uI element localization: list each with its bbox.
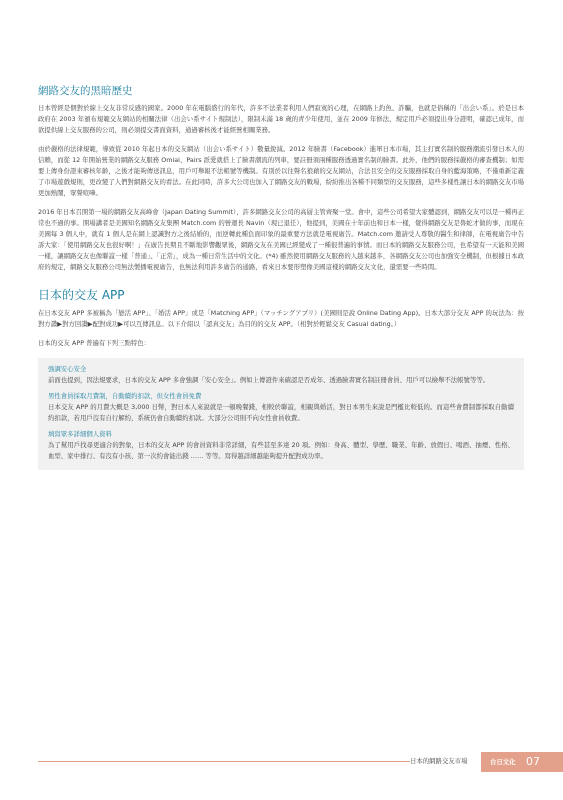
- footer-brand: 台日文化: [490, 758, 516, 766]
- footer-divider: [38, 761, 410, 762]
- feature-body: 日本交友 APP 的月費大概是 3,000 日幣，對日本人來說就是一頓晚餐錢，相較於聯誼，相親與婚活，對日本男生來說是門檻比較低的。而這些會費制都採取自動續約扣款，若用戶沒有自行解約，系統仍會自動續約扣款。大部分公司則不向女性會員收費。: [48, 403, 514, 422]
- section-title-japan-dating-apps: 日本的交友 APP: [38, 288, 125, 302]
- feature-title: 強調安心安全: [48, 365, 87, 373]
- paragraph: 2016 年日本召開第一場的網路交友高峰會（Japan Dating Summit），許多網路交友公司的高層主管齊聚一堂。會中，這些公司希望大家體認到，網路交友可以是一種再正常也不過的事。開場講者是美國知名網路交友集團 Match.com 的營運長 Navin（現已退任），他提到，美國在十年前也和日本一樣，覺得網路交友是魯蛇才做的事，而現在美國每 3 個人中，就有 1 個人是在網上認識對方之後結婚的，而逆轉此種負面印象的最重要方法就是電視廣告。Match.com 邀請受人尊敬的醫生和律師，在電視廣告中告訴大家：「使用網路交友也很好啊！」在廣告長期且不斷地影響觀眾後，網路交友在美國已經變成了一種很普遍的事情。而日本的網路交友服務公司，也希望有一天能和美國一樣，讓網路交友也像聯誼一樣「普通」、「正常」，成為一種日常生活中的文化。(*4) 雖然使用網路交友服務的人越來越多，各網路交友公司也加強安全機制，但根據日本政府的規定，網路交友服務公司無法製播電視廣告，也無法利用許多廣告的通路，看來日本要形塑像美國這樣的網路交友文化，還需要一些時間。: [38, 208, 524, 271]
- features-lead: 日本的交友 APP 普遍有下列三點特色：: [38, 339, 151, 347]
- page-footer: [0, 752, 563, 772]
- footer-title: 日本的網路交友市場: [410, 757, 468, 765]
- page-number: 07: [526, 755, 540, 768]
- paragraph: 由於嚴格的法律規範，導致從 2010 年起日本的交友網站（出会い系サイト）數量銳減。2012 年臉書（Facebook）進軍日本市場，其主打實名制的服務潮流引發日本人的信賴，而從 12 年開始營業的網路交友服務 Omiai、Pairs 派愛就搭上了臉書潮流的列車，要註冊須兩種服務透過實名制的臉書。此外，他們的服務採嚴格的審查機制；如需要上傳身份證來審核年齡，之後才能夠傳送訊息，用戶可舉報不法帳號等機制。有別於以往聲名狼藉的交友網站，合法且安全的交友服務採取自身的藍海策略，不僅重新定義了市場遊戲規則，更改變了人們對網路交友的看法。在此同時，許多大公司也加入了網路交友的戰場，紛紛推出各種不同類型的交友服務，這些多樣性讓日本的網路交友市場更加熱鬧，眾聲喧嘩。: [38, 145, 524, 197]
- feature-title: 男性會員採取月費制，自動續約扣款，但女性會員免費: [48, 392, 202, 400]
- features-box: [38, 358, 524, 470]
- section-title-dark-history: 網路交友的黑暗歷史: [38, 85, 133, 97]
- feature-body: 前面也提到，因法規要求，日本的交友 APP 多會強調「安心安全」。例如上傳證件來確認是否成年、透過臉書實名制註冊會員、用戶可以檢舉不法帳號等等。: [48, 376, 490, 384]
- article-body: [38, 84, 524, 470]
- footer-tag: [481, 752, 563, 772]
- feature-body: 為了幫用戶找尋更適合的對象，日本的交友 APP 的會員資料非常詳細，有些甚至多達 20 項。例如：身高、體型、學歷、職業、年齡、放假日、喝酒、抽煙、性格、血型、家中排行、有沒有小孩、第一次約會能出錢 …… 等等。寫得越詳細越能夠提升配對成功率。: [48, 441, 514, 460]
- feature-title: 填寫眾多詳細個人資料: [48, 430, 112, 438]
- paragraph: 日本曾經是個對於線上交友非常反感的國家。2000 年在電腦盛行的年代，許多不法業者利用人們寂寞的心理，在網路上釣魚、詐騙，也就是俗稱的「出会い系」。於是日本政府在 2003 年頒布規範交友網站的相關法律（出会い系サイト規制法），限制未滿 18 歲的青少年使用，並在 2009 年修法，規定用戶必須提出身分證明，確認已成年，而欲提供線上交友服務的公司，則必須提交書面資料，通過審核後才能經營相關業務。: [38, 104, 524, 134]
- paragraph: 在日本交友 APP 多被稱為「戀活 APP」、「婚活 APP」或是「Matching APP」（マッチングアプリ）(美國則是說 Online Dating App)。日本大部分交友 APP 的玩法為：按對方讚▶對方回讚▶配對成功▶可以互傳訊息。以下介紹以「認真交友」為目的的交友 APP。（相對於輕鬆交友 Casual dating。）: [38, 309, 524, 328]
